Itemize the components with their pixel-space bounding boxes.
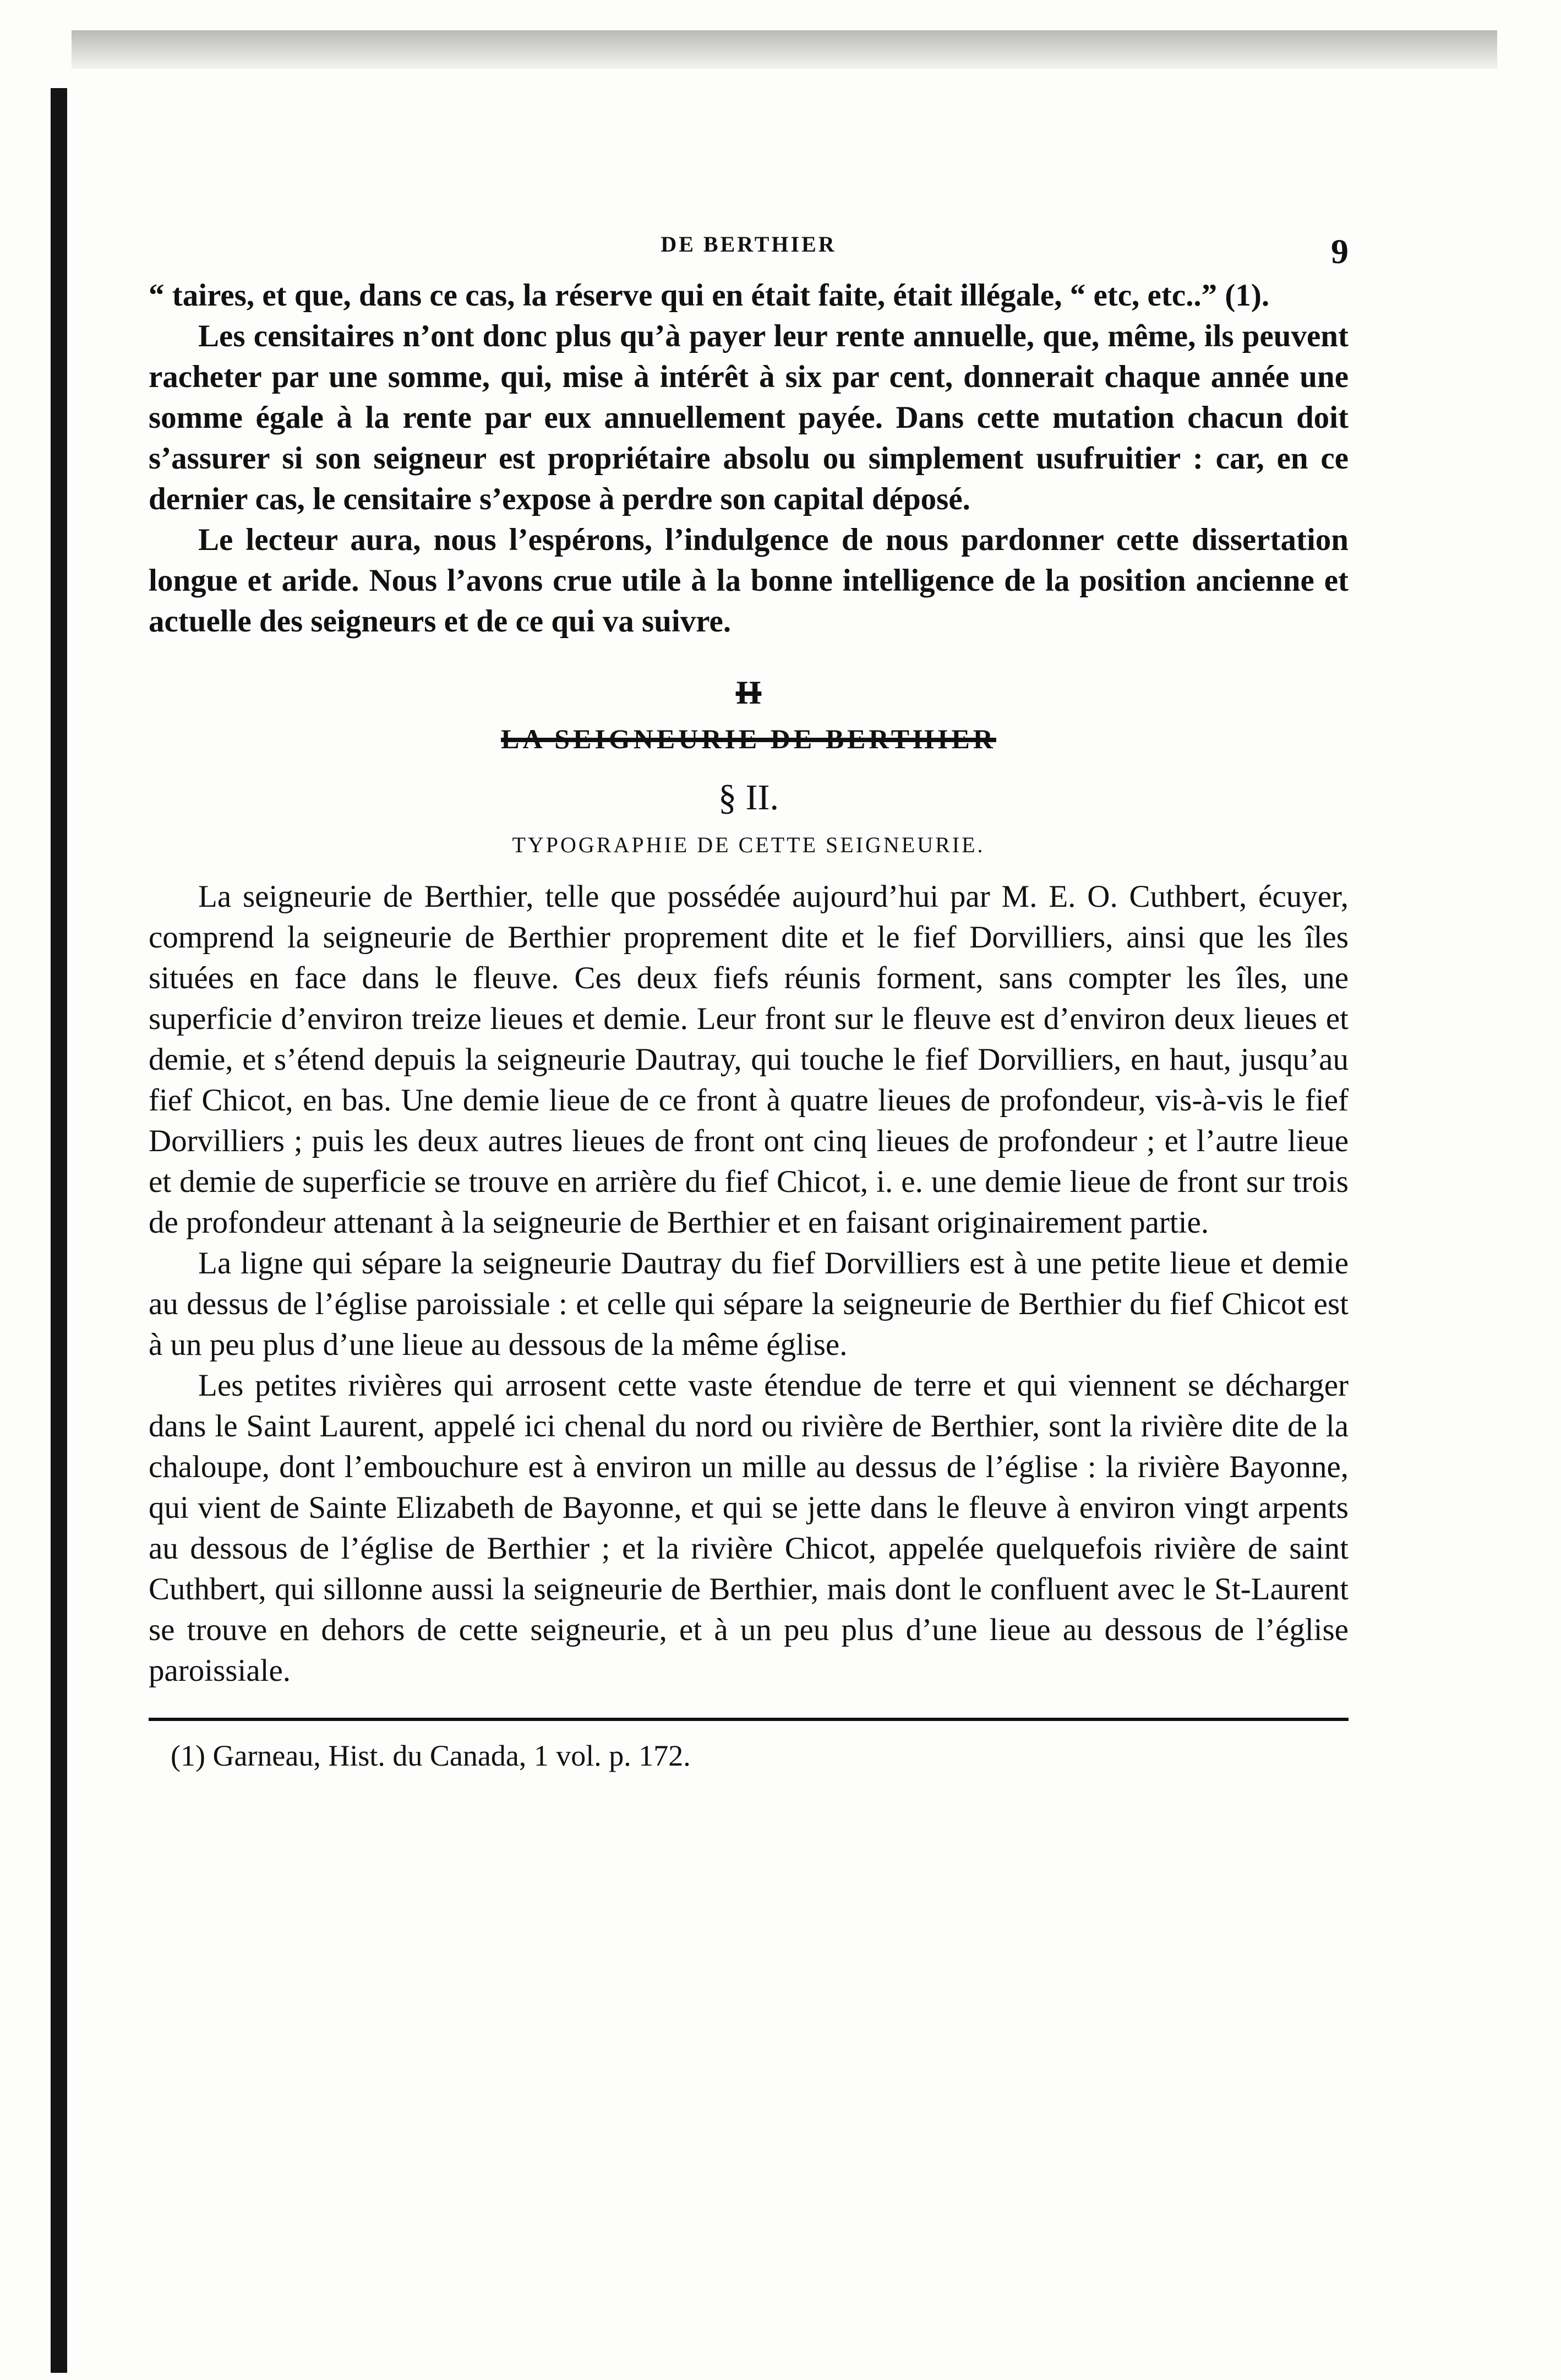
section-mark: § II. xyxy=(718,777,779,818)
paragraph: “ taires, et que, dans ce cas, la réserve qui en était faite, était illégale, “ etc, etc..” (1). xyxy=(149,278,1270,313)
paragraph: Le lecteur aura, nous l’espérons, l’indulgence de nous pardonner cette dissertation longue et aride. Nous l’avons crue utile à la bonne intelligence de la position ancienne et actuelle des seigneurs et de ce qui va suivre. xyxy=(149,522,1349,639)
body-paragraph: La ligne qui sépare la seigneurie Dautray du fief Dorvilliers est à une petite lieue et demie au dessus de l’église paroissiale : et celle qui sépare la seigneurie de Berthier du fief Chicot est à un peu plus d’une lieue au dessous de la même église. xyxy=(149,1246,1349,1362)
header-title: DE BERTHIER xyxy=(661,232,837,257)
struck-section-title: LA SEIGNEURIE DE BERTHIER xyxy=(501,723,996,754)
page-number: 9 xyxy=(1331,232,1349,271)
body-paragraph: Les petites rivières qui arrosent cette vaste étendue de terre et qui viennent se décharger dans le Saint Laurent, appelé ici chenal du nord ou rivière de Berthier, sont la rivière dite de la chaloupe, dont l’embouchure est à environ un mille au dessus de l’église : la rivière Bayonne, qui vient de Sainte Elizabeth de Bayonne, et qui se jette dans le fleuve à environ vingt arpents au dessous de l’église de Berthier ; et la rivière Chicot, appelée quelquefois rivière de saint Cuthbert, qui sillonne aussi la seigneurie de Berthier, mais dont le confluent avec le St-Laurent se trouve en dehors de cette seigneurie, et à un peu plus d’une lieue au dessous de l’église paroissiale. xyxy=(149,1368,1349,1688)
footnote-divider xyxy=(149,1718,1349,1721)
section-subtitle: TYPOGRAPHIE DE CETTE SEIGNEURIE. xyxy=(512,832,985,857)
scan-binding-edge xyxy=(51,88,67,2373)
document-page xyxy=(149,231,1349,2279)
paragraph: Les censitaires n’ont donc plus qu’à payer leur rente annuelle, que, même, ils peuvent racheter par une somme, qui, mise à intérêt à six par cent, donnerait chaque année une somme égale à la rente par eux annuellement payée. Dans cette mutation chacun doit s’assurer si son seigneur est propriétaire absolu ou simplement usufruitier : car, en ce dernier cas, le censitaire s’expose à perdre son capital déposé. xyxy=(149,319,1349,516)
body-paragraph: La seigneurie de Berthier, telle que possédée aujourd’hui par M. E. O. Cuthbert, écuyer, comprend la seigneurie de Berthier proprement dite et le fief Dorvilliers, ainsi que les îles situées en face dans le fleuve. Ces deux fiefs réunis forment, sans compter les îles, une superficie d’environ treize lieues et demie. Leur front sur le fleuve est d’environ deux lieues et demie, et s’étend depuis la seigneurie Dautray, qui touche le fief Dorvilliers, en haut, jusqu’au fief Chicot, en bas. Une demie lieue de ce front à quatre lieues de profondeur, vis-à-vis le fief Dorvilliers ; puis les deux autres lieues de front ont cinq lieues de profondeur ; et l’autre lieue et demie de superficie se trouve en arrière du fief Chicot, i. e. une demie lieue de front sur trois de profondeur attenant à la seigneurie de Berthier et en faisant originairement partie. xyxy=(149,879,1349,1240)
running-header xyxy=(149,231,1349,275)
scan-shadow xyxy=(72,30,1497,69)
struck-section-numeral: II xyxy=(735,674,762,711)
footnote: (1) Garneau, Hist. du Canada, 1 vol. p. 172. xyxy=(171,1739,691,1772)
